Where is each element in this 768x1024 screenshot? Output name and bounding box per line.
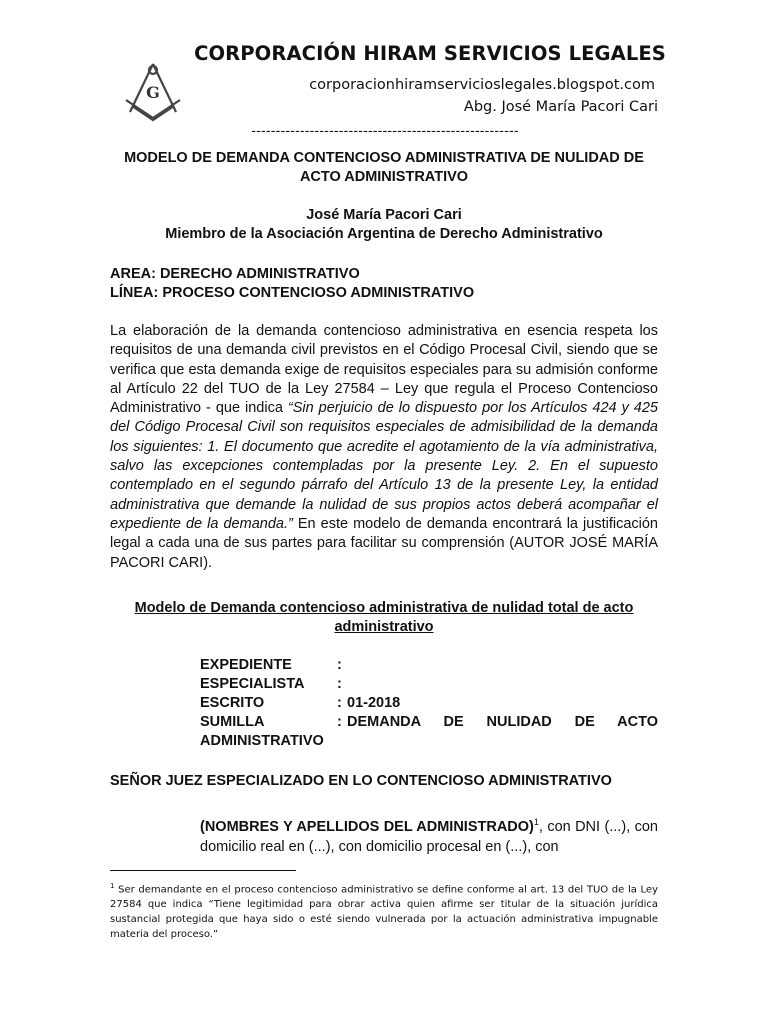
meta-sumilla-continued: ADMINISTRATIVO xyxy=(200,733,324,749)
footnote xyxy=(110,879,658,942)
meta-especialista xyxy=(200,675,658,694)
meta-separator: : xyxy=(337,695,342,711)
footnote-divider xyxy=(110,870,296,871)
author-role: Miembro de la Asociación Argentina de Derecho Administrativo xyxy=(165,226,603,242)
document-title xyxy=(110,149,658,187)
meta-separator: : xyxy=(337,676,342,692)
author-name: José María Pacori Cari xyxy=(306,207,462,223)
party-paragraph xyxy=(200,812,658,857)
document-title-line2: ACTO ADMINISTRATIVO xyxy=(299,169,469,185)
logo-letter: G xyxy=(146,83,160,102)
meta-value: 01-2018 xyxy=(347,695,401,711)
meta-value: DEMANDA DE NULIDAD DE ACTO xyxy=(347,714,658,730)
party-name: (NOMBRES Y APELLIDOS DEL ADMINISTRADO) xyxy=(200,818,534,835)
meta-value xyxy=(347,675,658,694)
footnote-ref[interactable]: 1 xyxy=(533,817,539,827)
meta-escrito xyxy=(200,694,658,713)
letterhead-title: CORPORACIÓN HIRAM SERVICIOS LEGALES xyxy=(194,42,666,65)
meta-separator: : xyxy=(337,657,342,673)
addressee: SEÑOR JUEZ ESPECIALIZADO EN LO CONTENCIOSO ADMINISTRATIVO xyxy=(110,773,612,789)
meta-expediente xyxy=(200,656,658,675)
linea-line: LÍNEA: PROCESO CONTENCIOSO ADMINISTRATIVO xyxy=(110,285,475,302)
square-compass-logo xyxy=(118,60,188,122)
letterhead-rule: ------------------------------------------------------- xyxy=(251,122,519,138)
model-title xyxy=(110,599,658,637)
meta-key: ESPECIALISTA xyxy=(200,676,305,692)
intro-quote: “Sin perjuicio de lo dispuesto por los Artículos 424 y 425 del Código Procesal Civil son requisitos especiales de admisibilidad de la demanda los siguientes: 1. El documento que acredite el agotamiento de la vía administrativa, salvo las excepciones contempladas por la presente Ley. 2. En el supuesto contemplado en el segundo párrafo del Artículo 13 de la presente Ley, la entidad administrativa que demande la nulidad de sus propios actos deberá acompañar el expediente de la demanda.” xyxy=(110,400,659,532)
letterhead-url: corporacionhiramservicioslegales.blogspot.com xyxy=(309,77,655,93)
intro-text-1: La elaboración de la demanda contencioso administrativa en esencia respeta los requisitos de una demanda civil previstos en el Código Procesal Civil, siendo que se verifica que esta demanda exige de requisitos especiales para su admisión conforme al Artículo 22 del TUO de la Ley 27584 – Ley que regula el Proceso Contencioso Administrativo - que indica xyxy=(110,323,658,417)
author-block xyxy=(110,206,658,244)
letterhead-author: Abg. José María Pacori Cari xyxy=(463,99,658,115)
footnote-number: 1 xyxy=(110,882,115,890)
meta-separator: : xyxy=(337,714,342,730)
intro-paragraph xyxy=(110,322,658,573)
model-title-line2: administrativo xyxy=(334,619,434,635)
classification xyxy=(110,265,658,304)
meta-key: ESCRITO xyxy=(200,695,265,711)
footnote-text: Ser demandante en el proceso contencioso administrativo se define conforme al art. 13 del TUO de la Ley 27584 que indica “Tiene legitimidad para obrar activa quien afirme ser titular de la situación jurídica sustancial protegida que haya sido o esté siendo vulnerada por la actuación administrativa impugnable materia del proceso.” xyxy=(110,884,658,941)
meta-value xyxy=(347,656,658,675)
case-metadata xyxy=(200,656,658,751)
intro-text-2: En este modelo de demanda encontrará la justificación legal a cada una de sus partes para facilitar su comprensión (AUTOR JOSÉ MARÍA PACORI CARI). xyxy=(110,515,658,571)
meta-key: SUMILLA xyxy=(200,714,265,730)
area-line: AREA: DERECHO ADMINISTRATIVO xyxy=(110,266,360,282)
meta-sumilla xyxy=(200,713,658,732)
document-title-line1: MODELO DE DEMANDA CONTENCIOSO ADMINISTRATIVA DE NULIDAD DE xyxy=(124,150,644,166)
party-text: , con DNI (...), con domicilio real en (...), con domicilio procesal en (...), con xyxy=(200,818,658,855)
meta-key: EXPEDIENTE xyxy=(200,657,292,673)
model-title-line1: Modelo de Demanda contencioso administrativa de nulidad total de acto xyxy=(134,600,634,616)
